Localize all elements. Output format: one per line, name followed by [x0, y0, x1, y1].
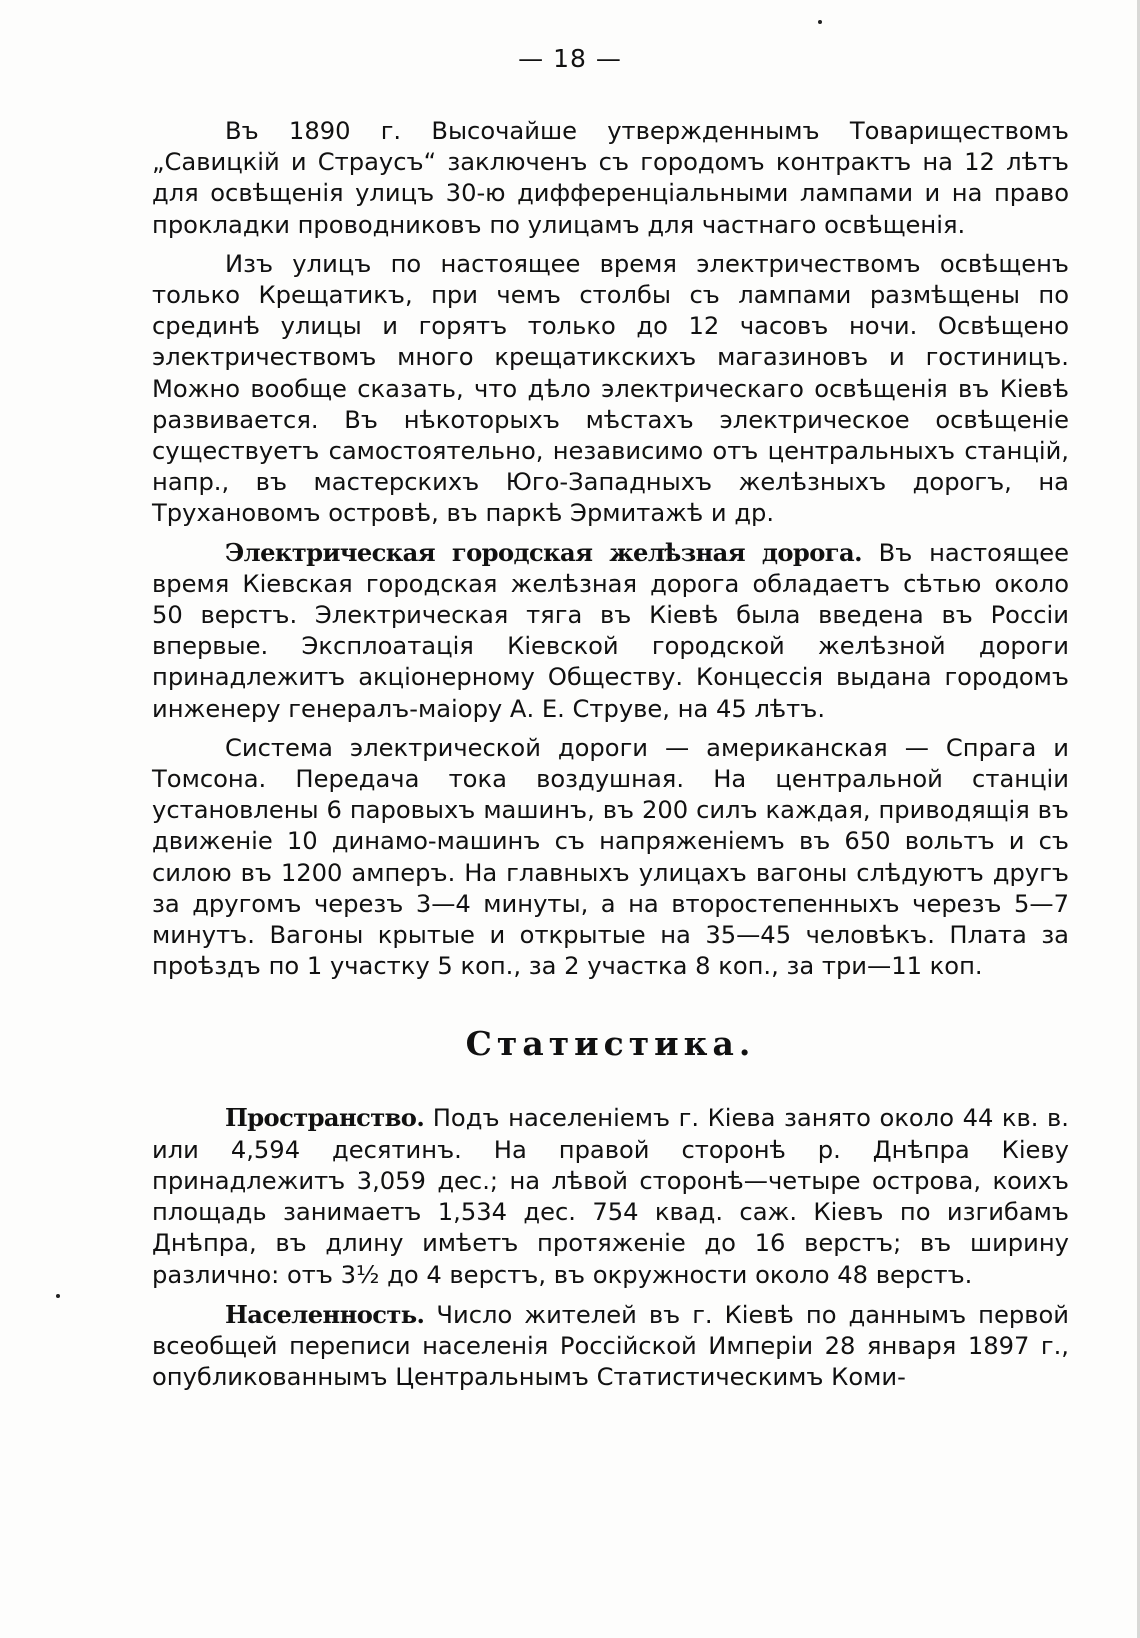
paragraph-electric-railway	[152, 537, 1069, 725]
section-heading-statistics: Статистика.	[465, 1024, 756, 1064]
paragraph-area	[152, 1102, 1069, 1290]
paragraph-text: Число жителей въ г. Кіевѣ по даннымъ первой всеобщей переписи населенія Россійской Имперіи 28 января 1897 г., опубликованнымъ Центральнымъ Статистическимъ Коми-	[152, 1300, 1069, 1392]
paragraph-railway-system: Система электрической дороги — американская — Спрага и Томсона. Передача тока воздушная. На центральной станціи установлены 6 паровыхъ машинъ, въ 200 силъ каждая, приводящія въ движеніе 10 динамо-машинъ съ напряженіемъ въ 650 вольтъ и съ силою въ 1200 амперъ. На главныхъ улицахъ вагоны слѣдуютъ другъ за другомъ черезъ 3—4 минуты, а на второстепенныхъ черезъ 5—7 минутъ. Вагоны крытые и открытые на 35—45 человѣкъ. Плата за проѣздъ по 1 участку 5 коп., за 2 участка 8 коп., за три—11 коп.	[152, 733, 1069, 981]
paragraph-text: Подъ населеніемъ г. Кіева занято около 44 кв. в. или 4,594 десятинъ. На правой сторонѣ р. Днѣпра Кіеву принадлежитъ 3,059 дес.; на лѣвой сторонѣ—четыре острова, коихъ площадь занимаетъ 1,534 дес. 754 квад. саж. Кіевъ по изгибамъ Днѣпра, въ длину имѣетъ протяженіе до 16 верстъ; въ ширину различно: отъ 3½ до 4 верстъ, въ окружности около 48 верстъ.	[152, 1104, 1069, 1289]
scan-speck	[56, 1294, 60, 1298]
scan-speck	[818, 20, 822, 24]
runin-heading-area: Пространство.	[225, 1103, 425, 1133]
paragraph-population	[152, 1299, 1069, 1394]
runin-heading-population: Населенность.	[225, 1299, 425, 1329]
paragraph-electric-lighting: Изъ улицъ по настоящее время электричествомъ освѣщенъ только Крещатикъ, при чемъ столбы съ лампами размѣщены по срединѣ улицы и горятъ только до 12 часовъ ночи. Освѣщено электричествомъ много крещатикскихъ магазиновъ и гостиницъ. Можно вообще сказать, что дѣло электрическаго освѣщенія въ Кіевѣ развивается. Въ нѣкоторыхъ мѣстахъ электрическое освѣщеніе существуетъ самостоятельно, независимо отъ центральныхъ станцій, напр., въ мастерскихъ Юго-Западныхъ желѣзныхъ дорогъ, на Трухановомъ островѣ, въ паркѣ Эрмитажѣ и др.	[152, 249, 1069, 528]
page-number: — 18 —	[518, 44, 622, 73]
body-text	[152, 116, 1069, 1401]
paragraph-text: Въ настоящее время Кіевская городская желѣзная дорога обладаетъ сѣтью около 50 верстъ. Электрическая тяга въ Кіевѣ была введена въ Россіи впервые. Эксплоатація Кіевской городской желѣзной дороги принадлежитъ акціонерному Обществу. Концессія выдана городомъ инженеру генералъ-маіору А. Е. Струве, на 45 лѣтъ.	[152, 538, 1069, 723]
runin-heading-railway: Электрическая городская желѣзная дорога.	[225, 537, 862, 567]
paragraph-lighting-contract: Въ 1890 г. Высочайше утвержденнымъ Товариществомъ „Савицкій и Страусъ“ заключенъ съ городомъ контрактъ на 12 лѣтъ для освѣщенія улицъ 30-ю дифференціальными лампами и на право прокладки проводниковъ по улицамъ для частнаго освѣщенія.	[152, 117, 1069, 239]
